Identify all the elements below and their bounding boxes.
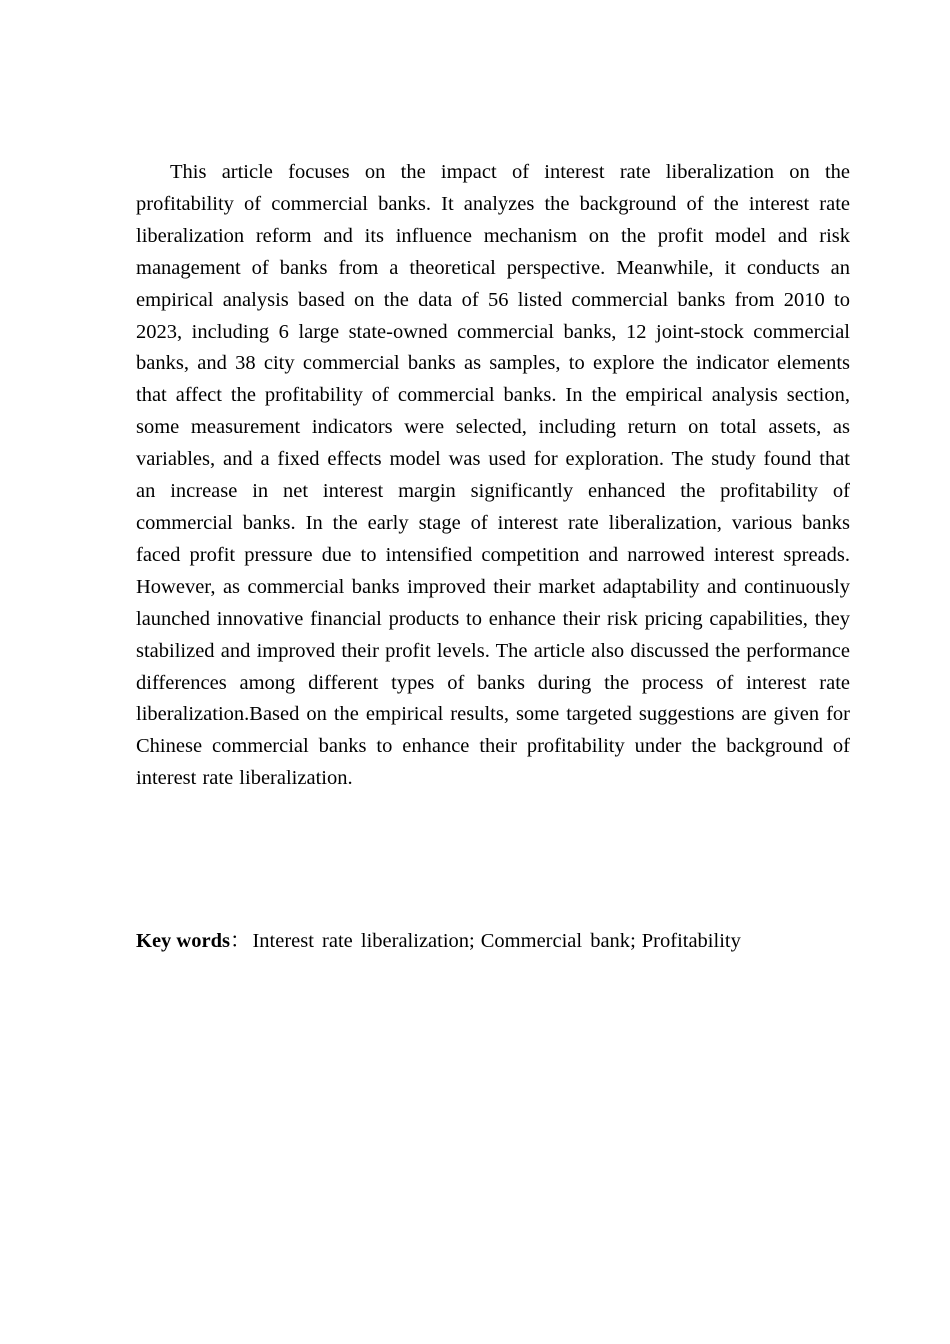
keyword-delimiter: ; xyxy=(630,930,636,952)
abstract-paragraph: This article focuses on the impact of interest rate liberalization on the profitability of commercial banks. It analyzes the background of the interest rate liberalization reform and its influence mechanism on the profit model and risk management of banks from a theoretical perspective. Meanwhile, it conducts an empirical analysis based on the data of 56 listed commercial banks from 2010 to 2023, including 6 large state-owned commercial banks, 12 joint-stock commercial banks, and 38 city commercial banks as samples, to explore the indicator elements that affect the profitability of commercial banks. In the empirical analysis section, some measurement indicators were selected, including return on total assets, as variables, and a fixed effects model was used for exploration. The study found that an increase in net interest margin significantly enhanced the profitability of commercial banks. In the early stage of interest rate liberalization, various banks faced profit pressure due to intensified competition and narrowed interest spreads. However, as commercial banks improved their market adaptability and continuously launched innovative financial products to enhance their risk pricing capabilities, they stabilized and improved their profit levels. The article also discussed the performance differences among different types of banks during the process of interest rate liberalization.Based on the empirical results, some targeted suggestions are given for Chinese commercial banks to enhance their profitability under the background of interest rate liberalization. xyxy=(136,161,850,790)
keyword-item: Profitability xyxy=(641,930,741,952)
keywords-separator: ： xyxy=(229,930,251,952)
keyword-item: Commercial bank xyxy=(480,930,631,952)
keywords-line xyxy=(136,926,850,958)
keywords-label: Key words xyxy=(136,930,230,952)
keyword-item: Interest rate liberalization xyxy=(252,930,470,952)
keyword-delimiter: ; xyxy=(469,930,475,952)
